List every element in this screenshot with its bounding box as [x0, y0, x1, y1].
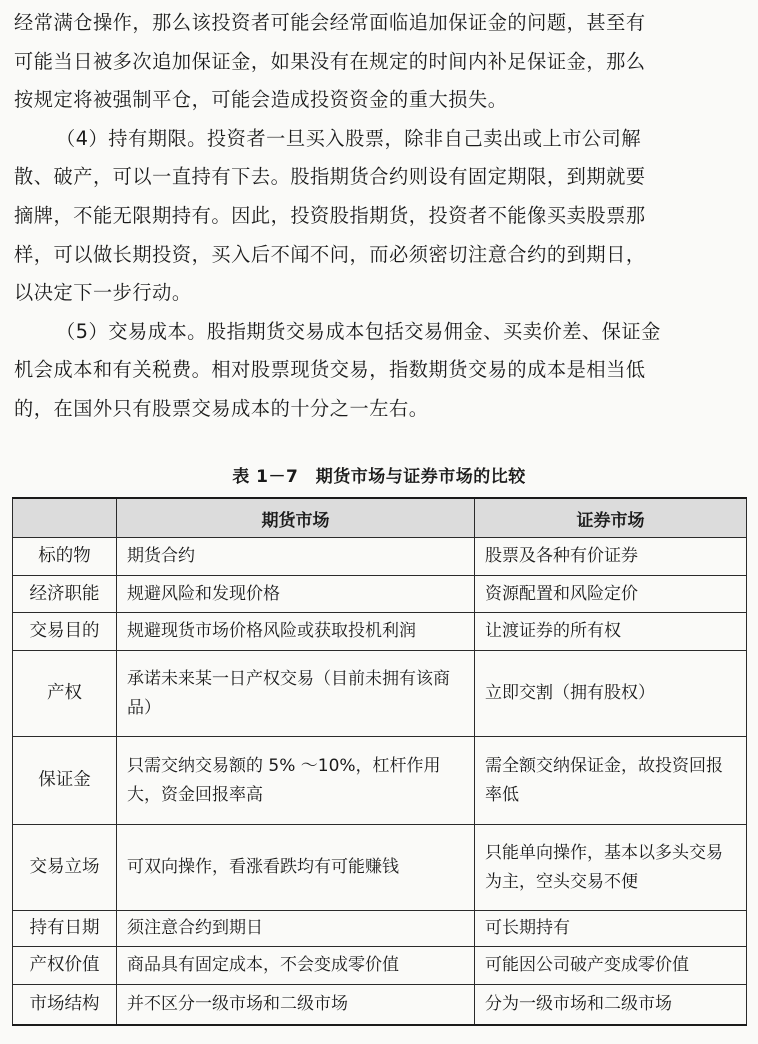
- row-label: 交易目的: [13, 613, 117, 651]
- row-label: 经济职能: [13, 576, 117, 613]
- table-row: [13, 651, 747, 737]
- securities-cell: 让渡证券的所有权: [475, 613, 747, 651]
- futures-cell: 并不区分一级市场和二级市场: [117, 985, 475, 1025]
- table-caption: 表 1－7 期货市场与证券市场的比较: [232, 467, 526, 487]
- paragraph-line: 机会成本和有关税费。相对股票现货交易，指数期货交易的成本是相当低: [14, 358, 646, 382]
- row-label: 产权: [13, 651, 117, 737]
- table-row: [13, 613, 747, 651]
- futures-cell: 须注意合约到期日: [117, 911, 475, 947]
- row-label: 市场结构: [13, 985, 117, 1025]
- futures-cell: 承诺未来某一日产权交易（目前未拥有该商品）: [117, 651, 475, 737]
- futures-cell: 期货合约: [117, 538, 475, 576]
- paragraph-line: 样，可以做长期投资，买入后不闻不问，而必须密切注意合约的到期日，: [14, 242, 646, 266]
- comparison-table: [12, 497, 747, 1026]
- securities-cell: 立即交割（拥有股权）: [475, 651, 747, 737]
- paragraph-line: 散、破产，可以一直持有下去。股指期货合约则设有固定期限，到期就要: [14, 165, 646, 189]
- paragraph-line: （5）交易成本。股指期货交易成本包括交易佣金、买卖价差、保证金: [56, 319, 661, 343]
- futures-cell: 可双向操作，看涨看跌均有可能赚钱: [117, 825, 475, 911]
- body-text: [14, 4, 744, 429]
- row-label: 标的物: [13, 538, 117, 576]
- futures-cell: 商品具有固定成本，不会变成零价值: [117, 947, 475, 985]
- table-row: [13, 947, 747, 985]
- table-row: [13, 576, 747, 613]
- securities-cell: 只能单向操作，基本以多头交易为主，空头交易不便: [475, 825, 747, 911]
- row-label: 持有日期: [13, 911, 117, 947]
- row-label: 保证金: [13, 737, 117, 825]
- paragraph-line: 按规定将被强制平仓，可能会造成投资资金的重大损失。: [14, 88, 508, 112]
- futures-cell: 只需交纳交易额的 5% ～10%，杠杆作用大，资金回报率高: [117, 737, 475, 825]
- paragraph-line: 可能当日被多次追加保证金，如果没有在规定的时间内补足保证金，那么: [14, 49, 646, 73]
- futures-cell: 规避现货市场价格风险或获取投机利润: [117, 613, 475, 651]
- table-row: [13, 825, 747, 911]
- header-cell: 期货市场: [117, 498, 475, 538]
- paragraph-line: 摘牌，不能无限期持有。因此，投资股指期货，投资者不能像买卖股票那: [14, 203, 646, 227]
- header-cell: 证券市场: [475, 498, 747, 538]
- table-row: [13, 911, 747, 947]
- paragraph-line: （4）持有期限。投资者一旦买入股票，除非自己卖出或上市公司解: [56, 126, 642, 150]
- table-header-row: [13, 498, 747, 538]
- securities-cell: 分为一级市场和二级市场: [475, 985, 747, 1025]
- paragraph-line: 的，在国外只有股票交易成本的十分之一左右。: [14, 396, 429, 420]
- securities-cell: 股票及各种有价证券: [475, 538, 747, 576]
- securities-cell: 资源配置和风险定价: [475, 576, 747, 613]
- futures-cell: 规避风险和发现价格: [117, 576, 475, 613]
- header-cell: [13, 498, 117, 538]
- table-row: [13, 538, 747, 576]
- paragraph-line: 以决定下一步行动。: [14, 281, 192, 305]
- row-label: 交易立场: [13, 825, 117, 911]
- table-row: [13, 985, 747, 1025]
- securities-cell: 可能因公司破产变成零价值: [475, 947, 747, 985]
- securities-cell: 可长期持有: [475, 911, 747, 947]
- row-label: 产权价值: [13, 947, 117, 985]
- securities-cell: 需全额交纳保证金，故投资回报率低: [475, 737, 747, 825]
- paragraph-line: 经常满仓操作，那么该投资者可能会经常面临追加保证金的问题，甚至有: [14, 11, 646, 34]
- table-row: [13, 737, 747, 825]
